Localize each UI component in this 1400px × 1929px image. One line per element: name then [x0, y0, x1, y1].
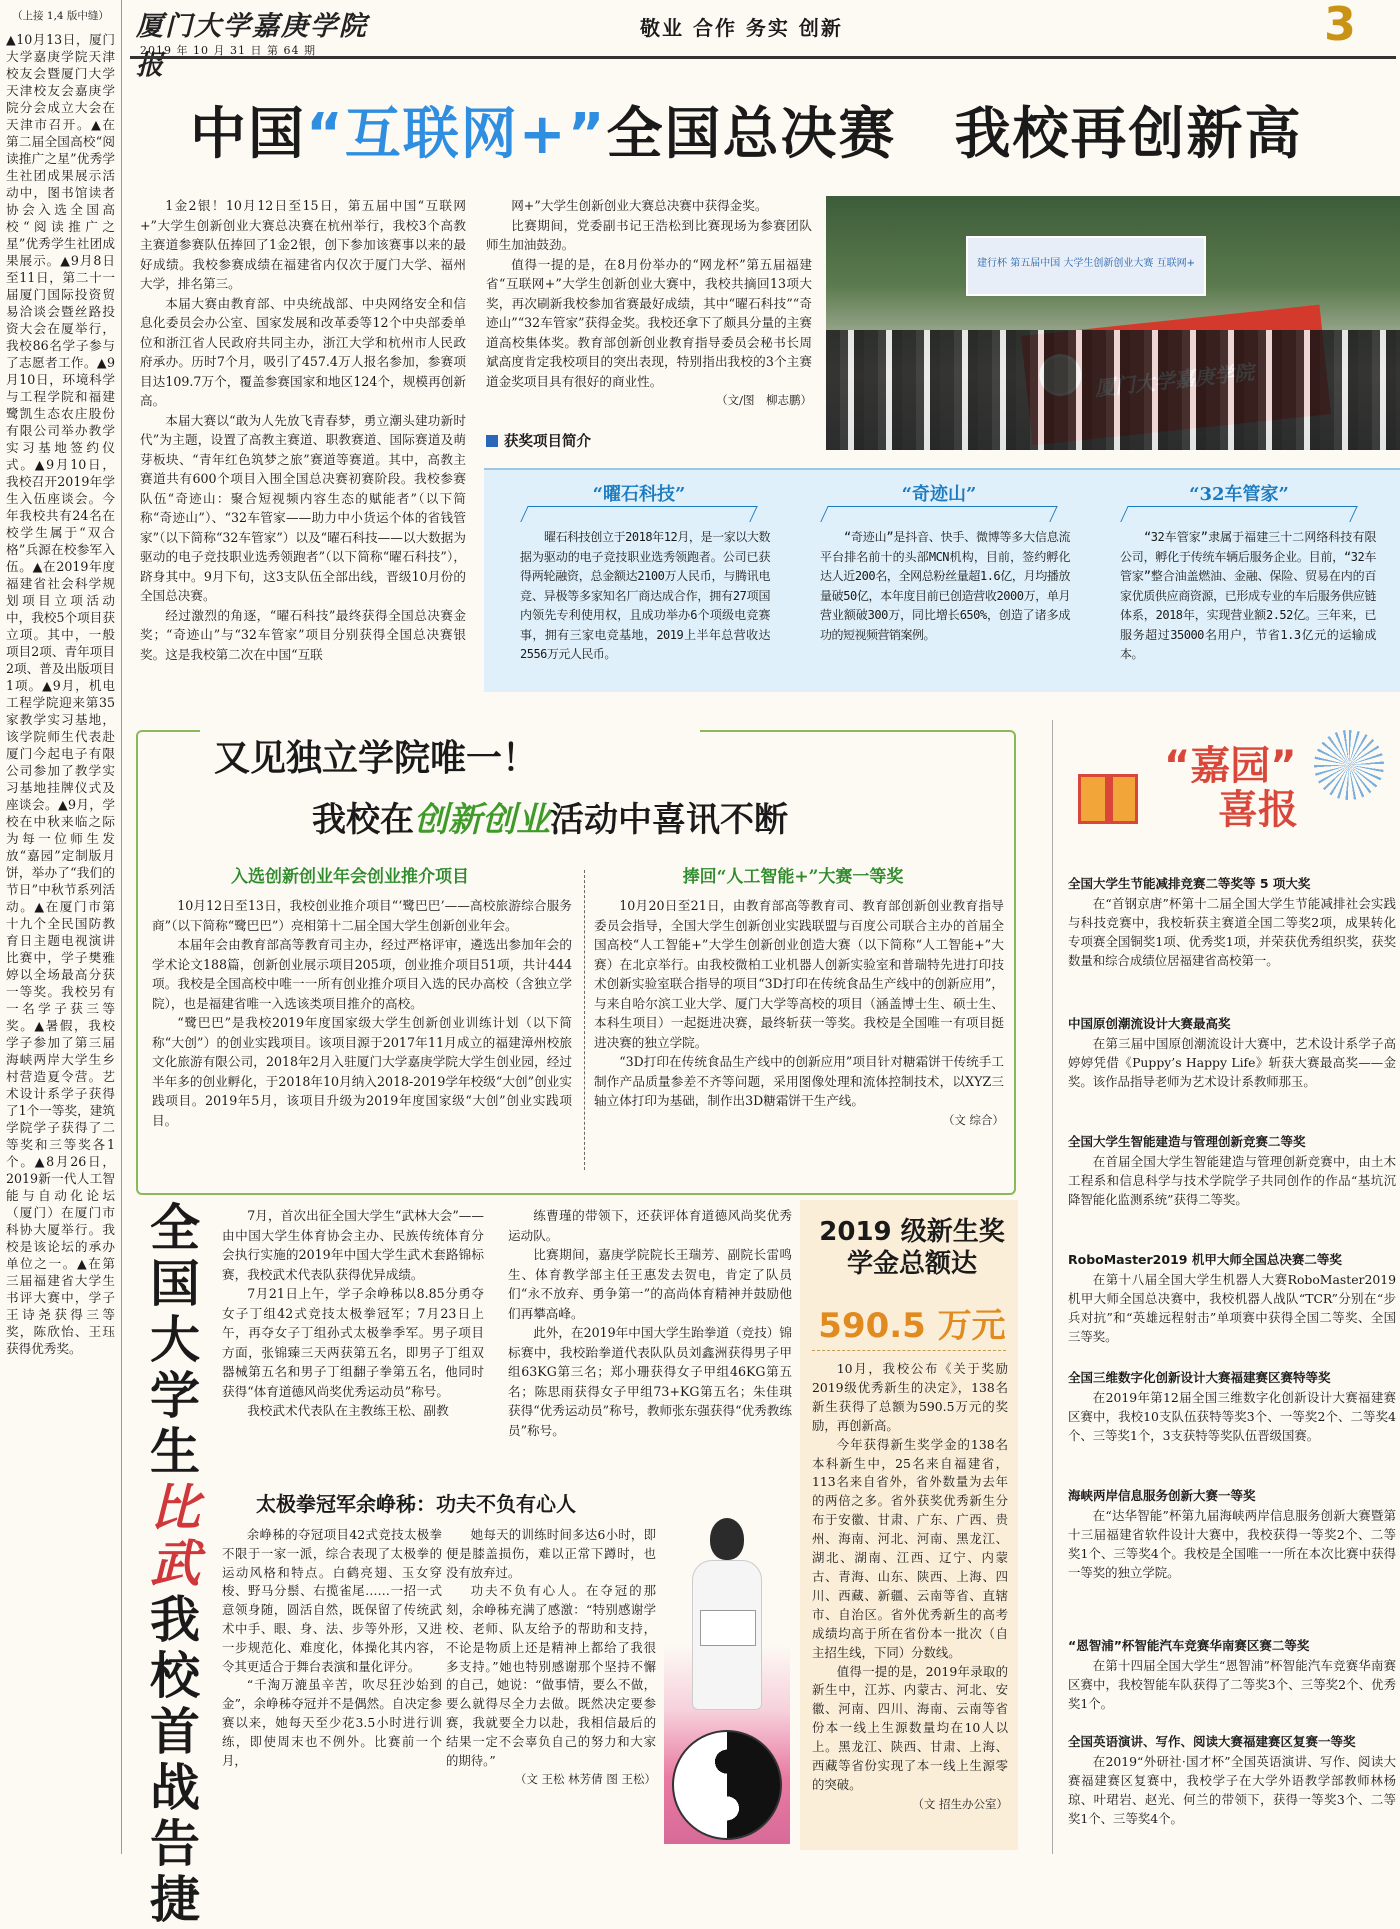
innovation-para: 10月20日至21日，由教育部高等教育司、教育部创新创业教育指导委员会指导，全国大学生创新创业实践联盟与百度公司联合主办的首届全国高校“人工智能+”大学生创新创业创造大赛（以下简称“人工智能+”大赛）在北京举行。由我校微柏工业机器人创新实验室和普瑞特先进打印技术创新实验室联合指导的项目“3D打印在传统食品生产线中的创新应用”，与来自哈尔滨工业大学、厦门大学等高校的项目（涵盖博士生、硕士生、本科生项目）一起挺进决赛，最终斩获一等奖。我校是全国唯一有项目挺进决赛的独立学院。: [594, 898, 1004, 1050]
award-intro-box: [484, 468, 1400, 692]
wushu-title-highlight: 比武: [150, 1478, 200, 1593]
jiayuan-item-text: 在“首钢京唐”杯第十二届全国大学生节能减排社会实践与科技竞赛中，我校斩获主赛道全国二等奖2项，成果转化专项赛全国铜奖1项、优秀奖1项，并荣获优秀组织奖，获奖数量和综合成绩位居福建省高校第一。: [1068, 896, 1396, 968]
jiayuan-item-text: 在2019年第12届全国三维数字化创新设计大赛福建赛区赛中，我校10支队伍获特等奖3个、一等奖2个、二等奖4个、三等奖1个，3支获特等奖队伍晋级国赛。: [1068, 1390, 1396, 1443]
scholarship-text: [812, 1360, 1008, 1846]
jiayuan-item-text: 在2019“外研社·国才杯”全国英语演讲、写作、阅读大赛福建赛区复赛中，我校学子在大学外语教学部教师林杨琼、叶珺岩、赵光、何兰的带领下，获得一等奖3个、二等奖1个、三等奖4个。: [1068, 1754, 1396, 1826]
headline-highlight: “互联网+”: [306, 102, 607, 167]
jiayuan-item-title: RoboMaster2019 机甲大师全国总决赛二等奖: [1068, 1252, 1342, 1267]
jiayuan-item: [1068, 874, 1396, 994]
wushu-para: 比赛期间，嘉庚学院院长王瑞芳、副院长雷鸣生、体育教学部主任王惠发去贺电，肯定了队员们“永不放弃、勇争第一”的高尚体育精神并鼓励他们再攀高峰。: [508, 1247, 792, 1321]
scholarship-para: 今年获得新生奖学金的138名本科新生中，25名来自福建省，113名来自省外，省外数量为去年的两倍之多。省外获奖优秀新生分布于安徽、甘肃、广东、广西、贵州、海南、河北、河南、黑龙江、湖北、湖南、江西、辽宁、内蒙古、青海、山东、陕西、上海、四川、西藏、新疆、云南等省、直辖市、自治区。省外优秀新生的高考成绩均高于所在省份本一批次（自主招生线，下同）分数线。: [812, 1436, 1008, 1660]
innovation-para: 10月12日至13日，我校创业推介项目“‘鹭巴巴’——高校旅游综合服务商”（以下简称“鹭巴巴”）亮相第十二届全国大学生创新创业年会。: [152, 898, 572, 933]
main-para: 值得一提的是，在8月份举办的“网龙杯”第五届福建省“互联网+”大学生创新创业大赛中，我校共摘回13项大奖，再次刷新我校参加省赛最好成绩，其中“曜石科技”“奇迹山”“32车管家”获得金奖。我校还拿下了颇具分量的主赛道高校集体奖。教育部创新创业教育指导委员会秘书长周斌高度肯定我校项目的突出表现，特别指出我校的3个主赛道金奖项目具有很好的商业性。: [486, 256, 812, 389]
award-title-bracket: [820, 506, 1057, 522]
yu-story-col1: [222, 1526, 442, 1826]
award-text: “奇迹山”是抖音、快手、微博等多大信息流平台排名前十的头部MCN机构，目前，签约孵化达人近200名，全网总粉丝量超1.6亿，月均播放量破50亿，本年度目前已创造营收2000万，单月营业额破300万，同比增长650%，创造了诸多成功的短视频营销案例。: [820, 530, 1070, 642]
athlete-photo: [664, 1510, 790, 1844]
main-para: 网+”大学生创新创业大赛总决赛中获得金奖。: [511, 198, 768, 213]
jiayuan-item: [1068, 1368, 1396, 1472]
award-title: “曜石科技”: [592, 484, 686, 505]
yu-para: 她每天的训练时间多达6小时，即便是膝盖损伤，难以正常下蹲时，也没有放弃过。: [446, 1527, 656, 1580]
innovation-right-title: 捧回“人工智能+”大赛一等奖: [682, 867, 904, 887]
jiayuan-item-title: 全国大学生节能减排竞赛二等奖等 5 项大奖: [1068, 876, 1311, 891]
jiayuan-item-text: 在首届全国大学生智能建造与管理创新竞赛中，由土木工程系和信息科学与技术学院学子共同创作的作品“基坑沉降智能化监测系统”获得二等奖。: [1068, 1154, 1396, 1207]
jiayuan-item: [1068, 1250, 1396, 1354]
yu-credit: （文 王松 林芳倩 图 王松）: [514, 1772, 656, 1787]
yu-story-title: 太极拳冠军余峥秭：功夫不负有心人: [256, 1492, 576, 1516]
event-banner-text: 建行杯 第五届中国 大学生创新创业大赛 互联网+: [977, 258, 1195, 269]
headline-post: 全国总决赛 我校再创新高: [606, 102, 1303, 167]
innovation-left-title: 入选创新创业年会创业推介项目: [231, 867, 469, 887]
wushu-col1: [222, 1206, 484, 1478]
award-title: “奇迹山”: [901, 484, 977, 505]
wushu-title-bottom: 我校首战告捷: [150, 1591, 200, 1929]
innovation-right-text: [594, 896, 1004, 1186]
certificate-icon: [700, 1610, 756, 1646]
main-para: 比赛期间，党委副书记王浩松到比赛现场为参赛团队师生加油鼓劲。: [486, 217, 812, 252]
main-para: 1金2银！10月12日至15日，第五届中国“互联网+”大学生创新创业大赛总决赛在杭州举行，我校3个高教主赛道参赛队伍捧回了1金2银，创下参加该赛事以来的最好成绩。我校参赛成绩在福建省内仅次于厦门大学、福州大学，排名第三。: [140, 198, 466, 291]
jiayuan-item: [1068, 1014, 1396, 1118]
jiayuan-item-title: 全国三维数字化创新设计大赛福建赛区赛特等奖: [1068, 1370, 1331, 1385]
scholarship-credit: （文 招生办公室）: [912, 1796, 1008, 1811]
jiayuan-title-line2: 喜报: [1218, 787, 1298, 833]
wushu-para: 练曹瑾的带领下，还获评体育道德风尚奖优秀运动队。: [508, 1208, 792, 1243]
jiayuan-item-title: “恩智浦”杯智能汽车竞赛华南赛区赛二等奖: [1068, 1638, 1310, 1653]
scholarship-amount: 590.5 万元: [818, 1306, 1006, 1346]
main-para: 经过激烈的角逐，“曜石科技”最终获得全国总决赛金奖；“奇迹山”与“32车管家”项目分别获得全国总决赛银奖。这是我校第二次在中国“互联: [140, 607, 466, 662]
gift-box-icon: [1078, 774, 1138, 824]
sidebar-news-briefs: ▲10月13日，厦门大学嘉庚学院天津校友会暨厦门大学天津校友会嘉庚学院分会成立大会在天津市召开。▲在第二届全国高校“阅读推广之星”优秀学生社团成果展示活动中，图书馆读者协会入选全国高校“阅读推广之星”优秀学生社团成果展示。▲9月8日至11日，第二十一届厦门国际投资贸易洽谈会暨丝路投资大会在厦举行，我校86名学子参与了志愿者工作。▲9月10日，环境科学与工程学院和福建鹭凯生态农庄股份有限公司举办教学实习基地签约仪式。▲9月10日，我校召开2019年学生入伍座谈会。今年我校共有24名在校学生属于“双合格”兵源在校参军入伍。▲在2019年度福建省社会科学规划项目立项活动中，我校5个项目获立项。其中，一般项目2项、青年项目2项、普及出版项目1项。▲9月，机电工程学院迎来第35家教学实习基地，该学院师生代表赴厦门今起电子有限公司参加了教学实习基地挂牌仪式及座谈会。▲9月，学校在中秋来临之际为每一位师生发放“嘉园”定制版月饼，举办了“我们的节日”中秋节系列活动。▲在厦门市第十九个全民国防教育日主题电视演讲比赛中，学子樊雅婷以全场最高分获一等奖。我校另有一名学子获三等奖。▲暑假，我校学子参加了第三届海峡两岸大学生乡村营造夏令营。艺术设计系学子获得了1个一等奖，建筑学院学子获得了二等奖和三等奖各1个。▲8月26日，2019新一代人工智能与自动化论坛（厦门）在厦门市科协大厦举行。我校是该论坛的承办单位之一。▲在第三届福建省大学生书评大赛中，学子王诗尧获得三等奖，陈欣怡、王珏获得优秀奖。: [6, 32, 115, 1356]
dateline: 2019 年 10 月 31 日 第 64 期: [140, 44, 316, 57]
jiayuan-title: [1164, 744, 1298, 832]
innovation-para: “3D打印在传统食品生产线中的创新应用”项目针对糖霜饼干传统手工制作产品质量参差不齐等问题，采用图像处理和流体控制技术，以XYZ三轴立体打印为基础，制作出3D糖霜饼干生产线。: [594, 1054, 1004, 1108]
main-story-col2: [486, 196, 812, 428]
wushu-para: 我校武术代表队在主教练王松、副教: [247, 1403, 449, 1418]
award-title-bracket: [1120, 506, 1357, 522]
firework-icon: [1314, 730, 1384, 800]
right-column-rule: [1052, 720, 1053, 1854]
award-title-bracket: [520, 506, 757, 522]
award-title: “32车管家”: [1189, 484, 1289, 505]
jiayuan-item-text: 在第十四届全国大学生“恩智浦”杯智能汽车竞赛华南赛区赛中，我校智能车队获得了二等奖3个、三等奖2个、优秀奖1个。: [1068, 1658, 1396, 1711]
wushu-vertical-title: [140, 1199, 210, 1929]
jiayuan-item-title: 全国英语演讲、写作、阅读大赛福建赛区复赛一等奖: [1068, 1734, 1356, 1749]
award-text: 曜石科技创立于2018年12月，是一家以大数据为驱动的电子竞技职业选秀领跑者。公司已获得两轮融资，总金额达2100万人民币，与腾讯电竞、异极等多家知名厂商达成合作，拥有27项国内领先专利使用权，且成功举办6个项级电竞赛事，拥有三家电竞基地，2019上半年总营收达2556万元人民币。: [520, 530, 770, 661]
headline-pre: 中国: [190, 102, 306, 167]
wushu-para: 7月21日上午，学子余峥秭以8.85分勇夺女子丁组42式竞技太极拳冠军；7月23日上午，再夺女子丁组孙式太极拳季军。男子项目方面，张锦臻三天两获第五名，即男子丁组双器械第五名和男子丁组翻子拳第五名，他同时获得“体育道德风尚奖优秀运动员”称号。: [222, 1286, 484, 1399]
award-text: “32车管家”隶属于福建三十二网络科技有限公司，孵化于传统车辆后服务企业。目前，“32车管家”整合油盖燃油、金融、保险、贸易在内的百家优质供应商资源，已形成专业的车后服务供应链体系，2018年，实现营业额2.52亿。三年来，已服务超过35000名用户，节省1.3亿元的运输成本。: [1120, 530, 1376, 661]
wushu-para: 7月，首次出征全国大学生“武林大会”——由中国大学生体育协会主办、民族传统体育分会执行实施的2019年中国大学生武术套路锦标赛，我校武术代表队获得优异成绩。: [222, 1208, 484, 1282]
yin-yang-icon: [672, 1730, 782, 1840]
yu-para: 余峥秭的夺冠项目42式竞技太极拳不限于一家一派，综合表现了太极拳的运动风格和特点。白鹤亮翅、玉女穿梭、野马分鬃、右揽雀尾……一招一式意领身随，圆活自然，既保留了传统武术中手、眼、身、法、步等外形，又进一步规范化、难度化，体操化其内容，令其更适合于舞台表演和量化评分。: [222, 1527, 442, 1674]
jiayuan-item-title: 海峡两岸信息服务创新大赛一等奖: [1068, 1488, 1256, 1503]
scholarship-title: 2019 级新生奖学金总额达: [819, 1217, 1005, 1279]
subheadline-pre: 我校在: [312, 800, 414, 840]
main-para: 本届大赛以“敢为人先放飞青春梦，勇立潮头建功新时代”为主题，设置了高教主赛道、职教赛道、国际赛道及萌芽板块、“青年红色筑梦之旅”赛道等赛道。其中，高教主赛道共有600个项目入围全国总决赛初赛阶段。我校参赛队伍“奇迹山：聚合短视频内容生态的赋能者”（以下简称“奇迹山”）、“32车管家——助力中小货运个体的省钱管家”（以下简称“32车管家”）以及“曜石科技——以大数据为驱动的电子竞技职业选秀领跑者”（以下简称“曜石科技”），跻身其中。9月下旬，这3支队伍全部出线，晋级10月份的全国总决赛。: [140, 412, 466, 603]
crowd-silhouette: [826, 330, 1400, 450]
header-motto: 敬业 合作 务实 创新: [640, 16, 843, 40]
subheadline-highlight: 创新创业: [414, 800, 550, 840]
jiayuan-item: [1068, 1486, 1396, 1590]
jiayuan-title-line1: “嘉园”: [1164, 743, 1297, 789]
main-credit: （文/图 柳志鹏）: [716, 393, 812, 407]
square-bullet-icon: [486, 435, 498, 447]
innovation-subheadline: [312, 792, 1012, 841]
wushu-para: 此外，在2019年中国大学生跆拳道（竞技）锦标赛中，我校跆拳道代表队队员刘鑫洲获得男子甲组63KG第三名；郑小珊获得女子甲组46KG第五名；陈思雨获得女子甲组73+KG第五名；朱佳琪获得“优秀运动员”称号，教师张东强获得“优秀教练员”称号。: [508, 1325, 792, 1438]
jiayuan-item: [1068, 1636, 1396, 1720]
column-divider: [584, 870, 585, 1170]
masthead-logo: 厦门大学嘉庚学院报: [136, 11, 368, 81]
jiayuan-item-text: 在“达华智能”杯第九届海峡两岸信息服务创新大赛暨第十三届福建省软件设计大赛中，我校获得一等奖2个、二等奖1个、三等奖4个。我校是全国唯一一所在本次比赛中获得一等奖的独立学院。: [1068, 1508, 1396, 1580]
award-label-text: 获奖项目简介: [504, 433, 591, 450]
jiayuan-item-text: 在第三届中国原创潮流设计大赛中，艺术设计系学子高婷婷凭借《Puppy’s Happy Life》斩获大赛最高奖——金奖。该作品指导老师为艺术设计系教师那玉。: [1068, 1036, 1396, 1089]
main-story-col1: [140, 196, 466, 716]
scholarship-rule: [812, 1350, 1006, 1352]
innovation-headline: 又见独立学院唯一！: [200, 730, 700, 781]
sidebar-continued-note: （上接 1,4 版中缝）: [12, 10, 109, 22]
event-banner: [966, 236, 1206, 296]
jiayuan-item: [1068, 1132, 1396, 1234]
innovation-credit: （文 综合）: [942, 1112, 1004, 1127]
yu-para: “千淘万漉虽辛苦，吹尽狂沙始到金”，余峥秭夺冠并不是偶然。自决定参赛以来，她每天至少花3.5小时进行训练，即使周末也不例外。比赛前一个月，: [222, 1677, 442, 1768]
team-photo: [826, 196, 1400, 450]
jiayuan-item-text: 在第十八届全国大学生机器人大赛RoboMaster2019机甲大师全国总决赛中，我校机器人战队“TCR”分别在“步兵对抗”和“英雄远程射击”单项赛中获得全国二等奖、全国三等奖。: [1068, 1272, 1396, 1344]
main-para: 本届大赛由教育部、中央统战部、中央网络安全和信息化委员会办公室、国家发展和改革委等12个中央部委单位和浙江省人民政府共同主办，浙江大学和杭州市人民政府承办。历时7个月，吸引了457.4万人报名参加，参赛项目达109.7万个，覆盖参赛国家和地区124个，规模再创新高。: [140, 295, 466, 408]
jiayuan-banner: [1068, 730, 1398, 840]
yu-story-col2: [446, 1526, 656, 1850]
scholarship-para: 值得一提的是，2019年录取的新生中，江苏、内蒙古、河北、安徽、河南、四川、海南、云南等省份本一线上生源数量均在10人以上。黑龙江、陕西、甘肃、上海、西藏等省份实现了本一线上生源零的突破。: [812, 1663, 1008, 1792]
athlete-head: [710, 1518, 744, 1560]
main-headline: [190, 90, 1390, 170]
yu-para: 功夫不负有心人。在夺冠的那刻，余峥秭充满了感激：“特别感谢学校、老师、队友给予的帮助和支持，不论是物质上还是精神上都给了我很多支持。”她也特别感谢那个坚持不懈的自己，她说：“做事情，要么不做，要么就得尽全力去做。既然决定要参赛，我就要全力以赴，我相信最后的结果一定不会辜负自己的努力和大家的期待。”: [446, 1583, 656, 1768]
jiayuan-item: [1068, 1732, 1396, 1848]
page-number: 3: [1323, 0, 1356, 51]
sidebar-briefs: [0, 0, 122, 1854]
award-label: [486, 430, 686, 451]
wushu-title-top: 全国大学生: [150, 1199, 200, 1481]
jiayuan-item-title: 全国大学生智能建造与管理创新竞赛二等奖: [1068, 1134, 1306, 1149]
innovation-para: 本届年会由教育部高等教育司主办，经过严格评审，遴选出参加年会的学术论文188篇，创新创业展示项目205项，创业推介项目51项，共计444项。我校是全国高校中唯一一所有创业推介项目入选的民办高校（含独立学院），也是福建省唯一入选该类项目推介的高校。: [152, 937, 572, 1011]
wushu-col2: [508, 1206, 792, 1478]
header-rule: [130, 56, 1396, 59]
innovation-para: “鹭巴巴”是我校2019年度国家级大学生创新创业训练计划（以下简称“大创”）的创业实践项目。该项目源于2017年11月成立的福建漳州校旅文化旅游有限公司，2018年2月入驻厦门大学嘉庚学院大学生创业园，经过半年多的创业孵化，于2018年10月纳入2018-2019学年校级“大创”创业实践项目。2019年5月，该项目升级为2019年度国家级“大创”创业实践项目。: [152, 1015, 572, 1128]
innovation-left-text: [152, 896, 572, 1186]
subheadline-post: 活动中喜讯不断: [550, 800, 788, 840]
scholarship-para: 10月，我校公布《关于奖励2019级优秀新生的决定》，138名新生获得了总额为590.5万元的奖励，再创新高。: [812, 1361, 1008, 1433]
jiayuan-item-title: 中国原创潮流设计大赛最高奖: [1068, 1016, 1231, 1031]
